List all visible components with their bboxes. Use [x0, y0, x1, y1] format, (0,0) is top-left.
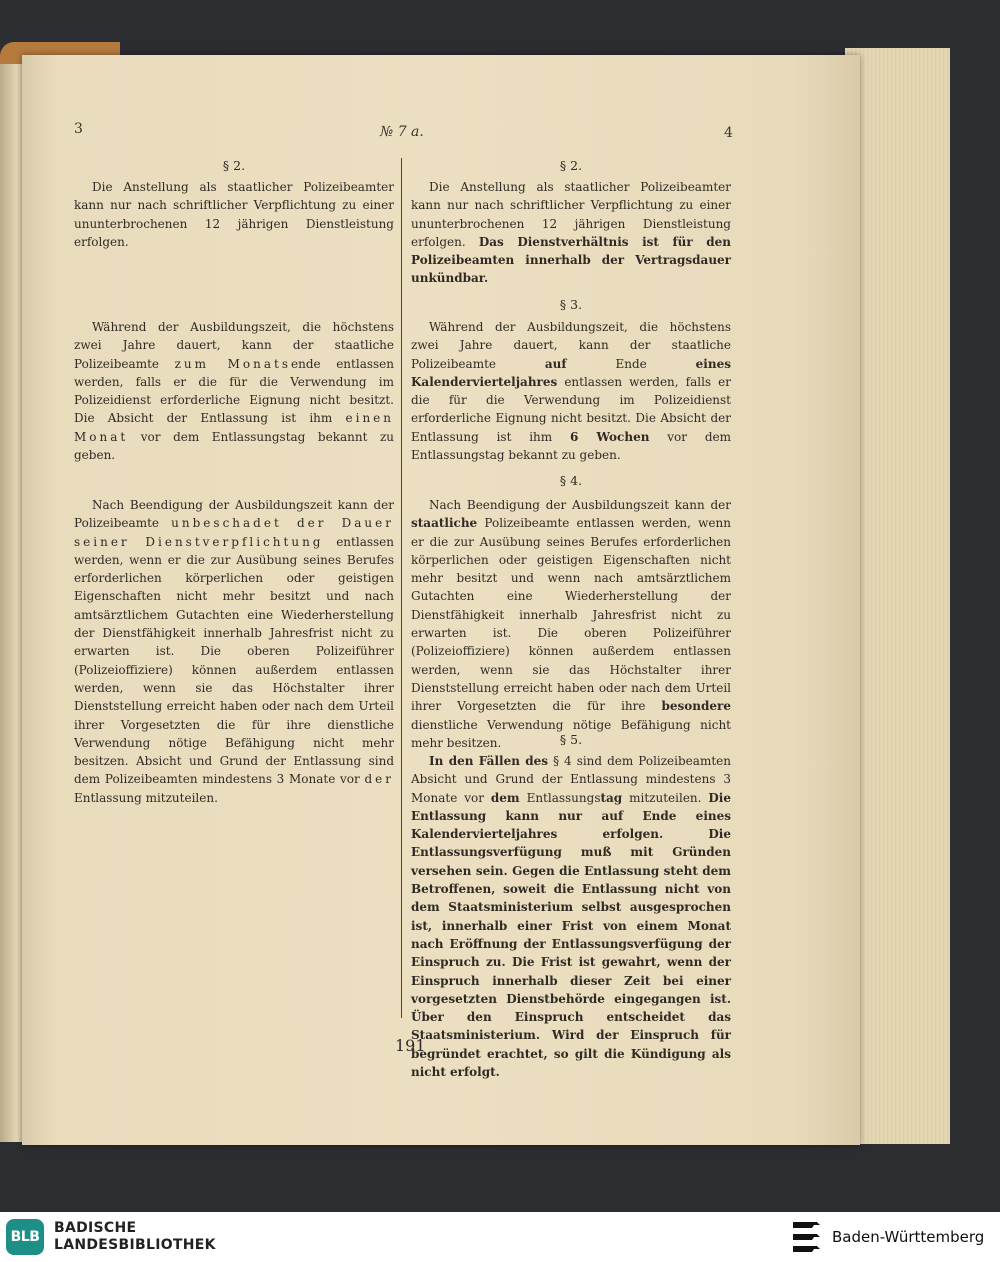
right-column-number: 4 — [724, 125, 733, 141]
right-s3-bold-2: eines Kalendervierteljahres — [411, 356, 731, 389]
right-s4-e: dienstliche Verwendung nötige Befähigung nicht mehr besitzen. — [411, 717, 731, 750]
right-s5-bold-3: tag — [600, 790, 623, 805]
right-s3-a: Während der Ausbildungszeit, die höchstens zwei Jahre dauert, kann der staatliche Polizeibeamte — [411, 320, 731, 371]
right-s5-bold-2: dem — [490, 790, 520, 805]
right-s2-text: Die Anstellung als staatlicher Polizeibeamter kann nur nach schriftlicher Verpflichtung zu einer ununterbrochenen 12 jährigen Dienstleistung erfolgen. — [411, 180, 731, 249]
left-column-number: 3 — [74, 121, 83, 137]
left-s3-c: vor dem Entlassungstag bekannt zu geben. — [74, 429, 394, 463]
right-s5-a: § 4 sind dem Polizeibeamten Absicht und Grund der Entlassung mindestens 3 Monate vor — [411, 754, 731, 805]
right-s4-paragraph — [411, 496, 731, 752]
right-s3-d: vor dem Entlassungstag bekannt zu geben. — [411, 429, 731, 463]
left-section-2-title: § 2. — [222, 158, 246, 173]
right-s4-bold-1: staatliche — [411, 516, 478, 531]
right-s5-d: mitzuteilen. — [629, 790, 702, 805]
document-number: № 7 a. — [380, 124, 424, 140]
column-divider — [401, 158, 402, 1018]
left-s4-b: entlassen werden, wenn er die zur Ausübung seines Berufes erforderlichen körperlichen oder geistigen Eigenschaften nicht mehr besitzt und nach amtsärztlichem Gutachten eine Wiederherstellung der Dienstfähigkeit innerhalb Jahresfrist nicht zu erwarten ist. Die oberen Polizeiführer (Polizeioffiziere) können außerdem entlassen werden, wenn sie das Höchstalter ihrer Dienststellung erreicht haben oder nach dem Urteil ihrer Vorgesetzten die für ihre dienstliche Verwendung nötige Befähigung nicht mehr besitzen. Absicht und Grund der Entlassung sind dem Polizeibeamten mindestens 3 Monate vor — [74, 534, 394, 787]
right-section-2-text — [411, 178, 731, 288]
right-section-4-text — [411, 496, 731, 752]
left-s2-paragraph: Die Anstellung als staatlicher Polizeibeamter kann nur nach schriftlicher Verpflichtung zu einer ununterbrochenen 12 jährigen Dienstleistung erfolgen. — [74, 180, 394, 249]
right-section-5-text — [411, 752, 731, 1081]
region-name[interactable]: Baden-Württemberg — [832, 1228, 985, 1246]
right-s3-bold-1: auf — [544, 356, 567, 371]
left-s3-spaced-1: zum Monats — [174, 356, 291, 371]
right-section-2-title: § 2. — [559, 158, 583, 173]
right-s3-ende: Ende — [615, 356, 647, 371]
blb-logo[interactable]: BLB — [6, 1219, 44, 1255]
lions-emblem-icon — [790, 1218, 824, 1256]
library-name-line-1[interactable]: BADISCHE — [54, 1220, 137, 1236]
page-number: 191 — [395, 1036, 426, 1055]
left-s4-a: Nach Beendigung der Ausbildungszeit kann der Polizeibeamte — [74, 498, 394, 531]
right-section-3-text — [411, 318, 731, 464]
right-section-3-title: § 3. — [559, 297, 583, 312]
right-section-5-title: § 5. — [559, 732, 583, 747]
left-section-4-text — [74, 496, 394, 807]
right-s3-bold-3: 6 Wochen — [570, 429, 650, 444]
left-section-2-text — [74, 178, 394, 251]
right-s3-c: entlassen werden, falls er die für die Verwendung im Polizeidienst erforderliche Eignung nicht besitzt. Die Absicht der Entlassung ist ihm — [411, 374, 731, 444]
right-s3-paragraph — [411, 318, 731, 464]
left-s4-spaced-2: der — [364, 772, 394, 787]
right-s4-c: Polizeibeamte entlassen werden, wenn er die zur Ausübung seines Berufes erforderlichen körperlichen oder geistigen Eigenschaften nicht mehr besitzt und wenn nach amtsärztlichem Gutachten eine Wiederherstellung der Dienstfähigkeit innerhalb Jahresfrist nicht zu erwarten ist. Die oberen Polizeiführer (Polizeioffiziere) können außerdem entlassen werden, wenn sie das Höchstalter ihrer Dienststellung erreicht haben oder nach dem Urteil ihrer Vorgesetzten die für ihre — [411, 516, 731, 714]
right-s4-a: Nach Beendigung der Ausbildungszeit kann der — [429, 498, 731, 512]
right-s2-paragraph — [411, 178, 731, 288]
left-s3-paragraph — [74, 318, 394, 464]
right-s4-bold-2: besondere — [661, 699, 731, 714]
left-section-3-text — [74, 318, 394, 464]
left-s3-a: Während der Ausbildungszeit, die höchstens zwei Jahre dauert, kann der staatliche Polizeibeamte — [74, 320, 394, 371]
left-s4-spaced: unbeschadet der Dauer seiner Dienstverpflichtung — [74, 516, 394, 549]
left-s3-spaced-2: einen Monat — [74, 411, 394, 444]
right-section-4-title: § 4. — [559, 473, 583, 488]
right-s5-bold-1: In den Fällen des — [429, 754, 549, 768]
right-s5-bold-4: Die Entlassung kann nur auf Ende eines Kalendervierteljahres erfolgen. Die Entlassungsverfügung muß mit Gründen versehen sein. Gegen die Entlassung steht dem Betroffenen, soweit die Entlassung nicht von dem Staatsministerium selbst ausgesprochen ist, innerhalb einer Frist von einem Monat nach Eröffnung der Entlassungsverfügung der Einspruch zu. Die Frist ist gewahrt, wenn der Einspruch innerhalb dieser Zeit bei einer vorgesetzten Dienstbehörde eingegangen ist. Über den Einspruch entscheidet das Staatsministerium. Wird der Einspruch für begründet erachtet, so gilt die Kündigung als nicht erfolgt. — [411, 790, 731, 1080]
right-s2-bold: Das Dienstverhältnis ist für den Polizeibeamten innerhalb der Vertragsdauer unkündbar. — [411, 234, 731, 286]
footer-bar — [0, 1212, 1000, 1262]
left-s3-b: ende entlassen werden, falls er die für die Verwendung im Polizeidienst erforderliche Eignung nicht besitzt. Die Absicht der Entlassung ist ihm — [74, 356, 394, 426]
right-s5-c: Entlassungs — [526, 790, 601, 805]
page-stack-edge — [845, 48, 950, 1144]
right-s5-paragraph — [411, 752, 731, 1081]
left-s4-paragraph — [74, 496, 394, 807]
document-page — [22, 55, 860, 1145]
library-name-line-2[interactable]: LANDESBIBLIOTHEK — [54, 1237, 216, 1253]
left-s4-c: Entlassung mitzuteilen. — [74, 790, 218, 805]
